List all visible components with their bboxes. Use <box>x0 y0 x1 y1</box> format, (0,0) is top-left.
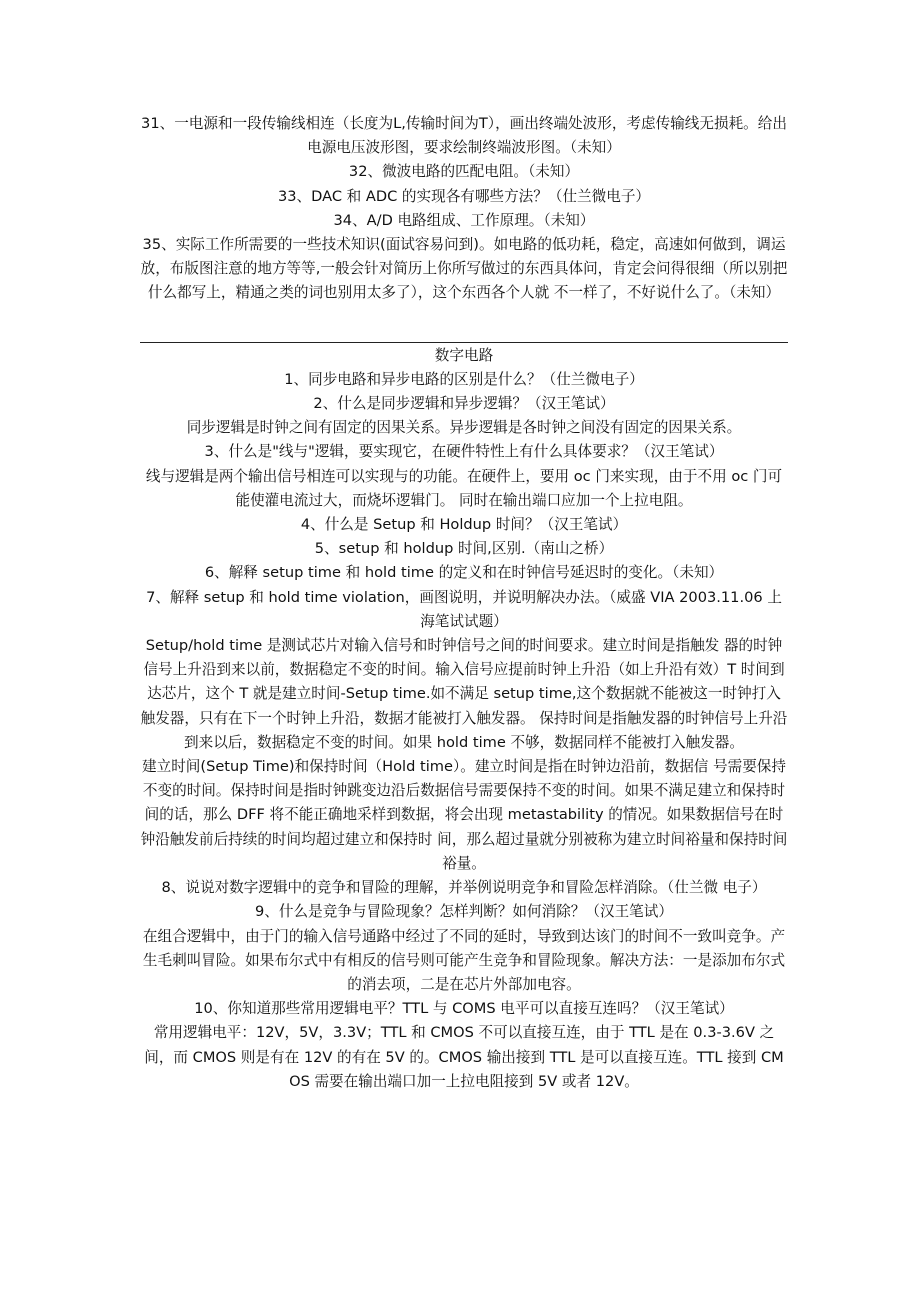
question-1: 1、同步电路和异步电路的区别是什么？（仕兰微电子） <box>284 370 644 388</box>
section-digital-circuits <box>140 344 788 1094</box>
question-3: 3、什么是"线与"逻辑，要实现它，在硬件特性上有什么具体要求？（汉王笔试） <box>204 443 724 461</box>
answer-3: 线与逻辑是两个输出信号相连可以实现与的功能。在硬件上，要用 oc 门来实现，由于不用 oc 门可能使灌电流过大，而烧坏逻辑门。 同时在输出端口应加一个上拉电阻。 <box>145 467 783 509</box>
answer-7b: 建立时间(Setup Time)和保持时间（Hold time）。建立时间是指在时钟边沿前，数据信 号需要保持不变的时间。保持时间是指时钟跳变边沿后数据信号需要保持不变的时间。如果不满足建立和保持时间的话，那么 DFF 将不能正确地采样到数据，将会出现 metastability 的情况。如果数据信号在时钟沿触发前后持续的时间均超过建立和保持时 间，那么超过量就分别被称为建立时间裕量和保持时间裕量。 <box>140 758 788 872</box>
question-9: 9、什么是竞争与冒险现象？怎样判断？如何消除？（汉王笔试） <box>255 903 673 921</box>
question-8: 8、说说对数字逻辑中的竞争和冒险的理解，并举例说明竞争和冒险怎样消除。（仕兰微 电子） <box>161 879 767 897</box>
section-analog-questions <box>140 112 788 306</box>
answer-2: 同步逻辑是时钟之间有固定的因果关系。异步逻辑是各时钟之间没有固定的因果关系。 <box>186 419 742 437</box>
question-6: 6、解释 setup time 和 hold time 的定义和在时钟信号延迟时的变化。（未知） <box>204 564 724 582</box>
spacer <box>140 306 788 342</box>
question-33: 33、DAC 和 ADC 的实现各有哪些方法？（仕兰微电子） <box>277 187 651 205</box>
answer-7a: Setup/hold time 是测试芯片对输入信号和时钟信号之间的时间要求。建立时间是指触发 器的时钟信号上升沿到来以前，数据稳定不变的时间。输入信号应提前时钟上升沿（如上升沿有效）T 时间到达芯片，这个 T 就是建立时间-Setup time.如不满足 setup time,这个数据就不能被这一时钟打入触发器，只有在下一个时钟上升沿，数据才能被打入触发器。 保持时间是指触发器的时钟信号上升沿到来以后，数据稳定不变的时间。如果 hold time 不够，数据同样不能被打入触发器。 <box>140 637 788 751</box>
question-31: 31、一电源和一段传输线相连（长度为L,传输时间为T），画出终端处波形，考虑传输线无损耗。给出电源电压波形图，要求绘制终端波形图。（未知） <box>141 115 787 157</box>
section-title: 数字电路 <box>434 346 494 364</box>
question-2: 2、什么是同步逻辑和异步逻辑？（汉王笔试） <box>313 395 615 413</box>
document-page <box>140 112 788 1094</box>
question-4: 4、什么是 Setup 和 Holdup 时间？（汉王笔试） <box>300 516 628 534</box>
answer-9: 在组合逻辑中，由于门的输入信号通路中经过了不同的延时，导致到达该门的时间不一致叫竞争。产生毛刺叫冒险。如果布尔式中有相反的信号则可能产生竞争和冒险现象。解决方法：一是添加布尔式的消去项，二是在芯片外部加电容。 <box>142 927 786 993</box>
question-7: 7、解释 setup 和 hold time violation，画图说明，并说明解决办法。（威盛 VIA 2003.11.06 上海笔试试题） <box>146 588 782 630</box>
question-10: 10、你知道那些常用逻辑电平？TTL 与 COMS 电平可以直接互连吗？（汉王笔试） <box>194 1000 734 1018</box>
horizontal-divider <box>140 342 788 343</box>
question-35: 35、实际工作所需要的一些技术知识(面试容易问到)。如电路的低功耗，稳定，高速如何做到，调运放，布版图注意的地方等等,一般会针对简历上你所写做过的东西具体问，肯定会问得很细（所以别把什么都写上，精通之类的词也别用太多了），这个东西各个人就 不一样了，不好说什么了。（未知） <box>140 236 788 302</box>
answer-10: 常用逻辑电平：12V，5V，3.3V；TTL 和 CMOS 不可以直接互连，由于 TTL 是在 0.3-3.6V 之间，而 CMOS 则是有在 12V 的有在 5V 的。CMOS 输出接到 TTL 是可以直接互连。TTL 接到 CMOS 需要在输出端口加一上拉电阻接到 5V 或者 12V。 <box>144 1024 784 1090</box>
question-34: 34、A/D 电路组成、工作原理。（未知） <box>333 211 595 229</box>
question-5: 5、setup 和 holdup 时间,区别.（南山之桥） <box>314 540 614 558</box>
question-32: 32、微波电路的匹配电阻。（未知） <box>348 163 580 181</box>
